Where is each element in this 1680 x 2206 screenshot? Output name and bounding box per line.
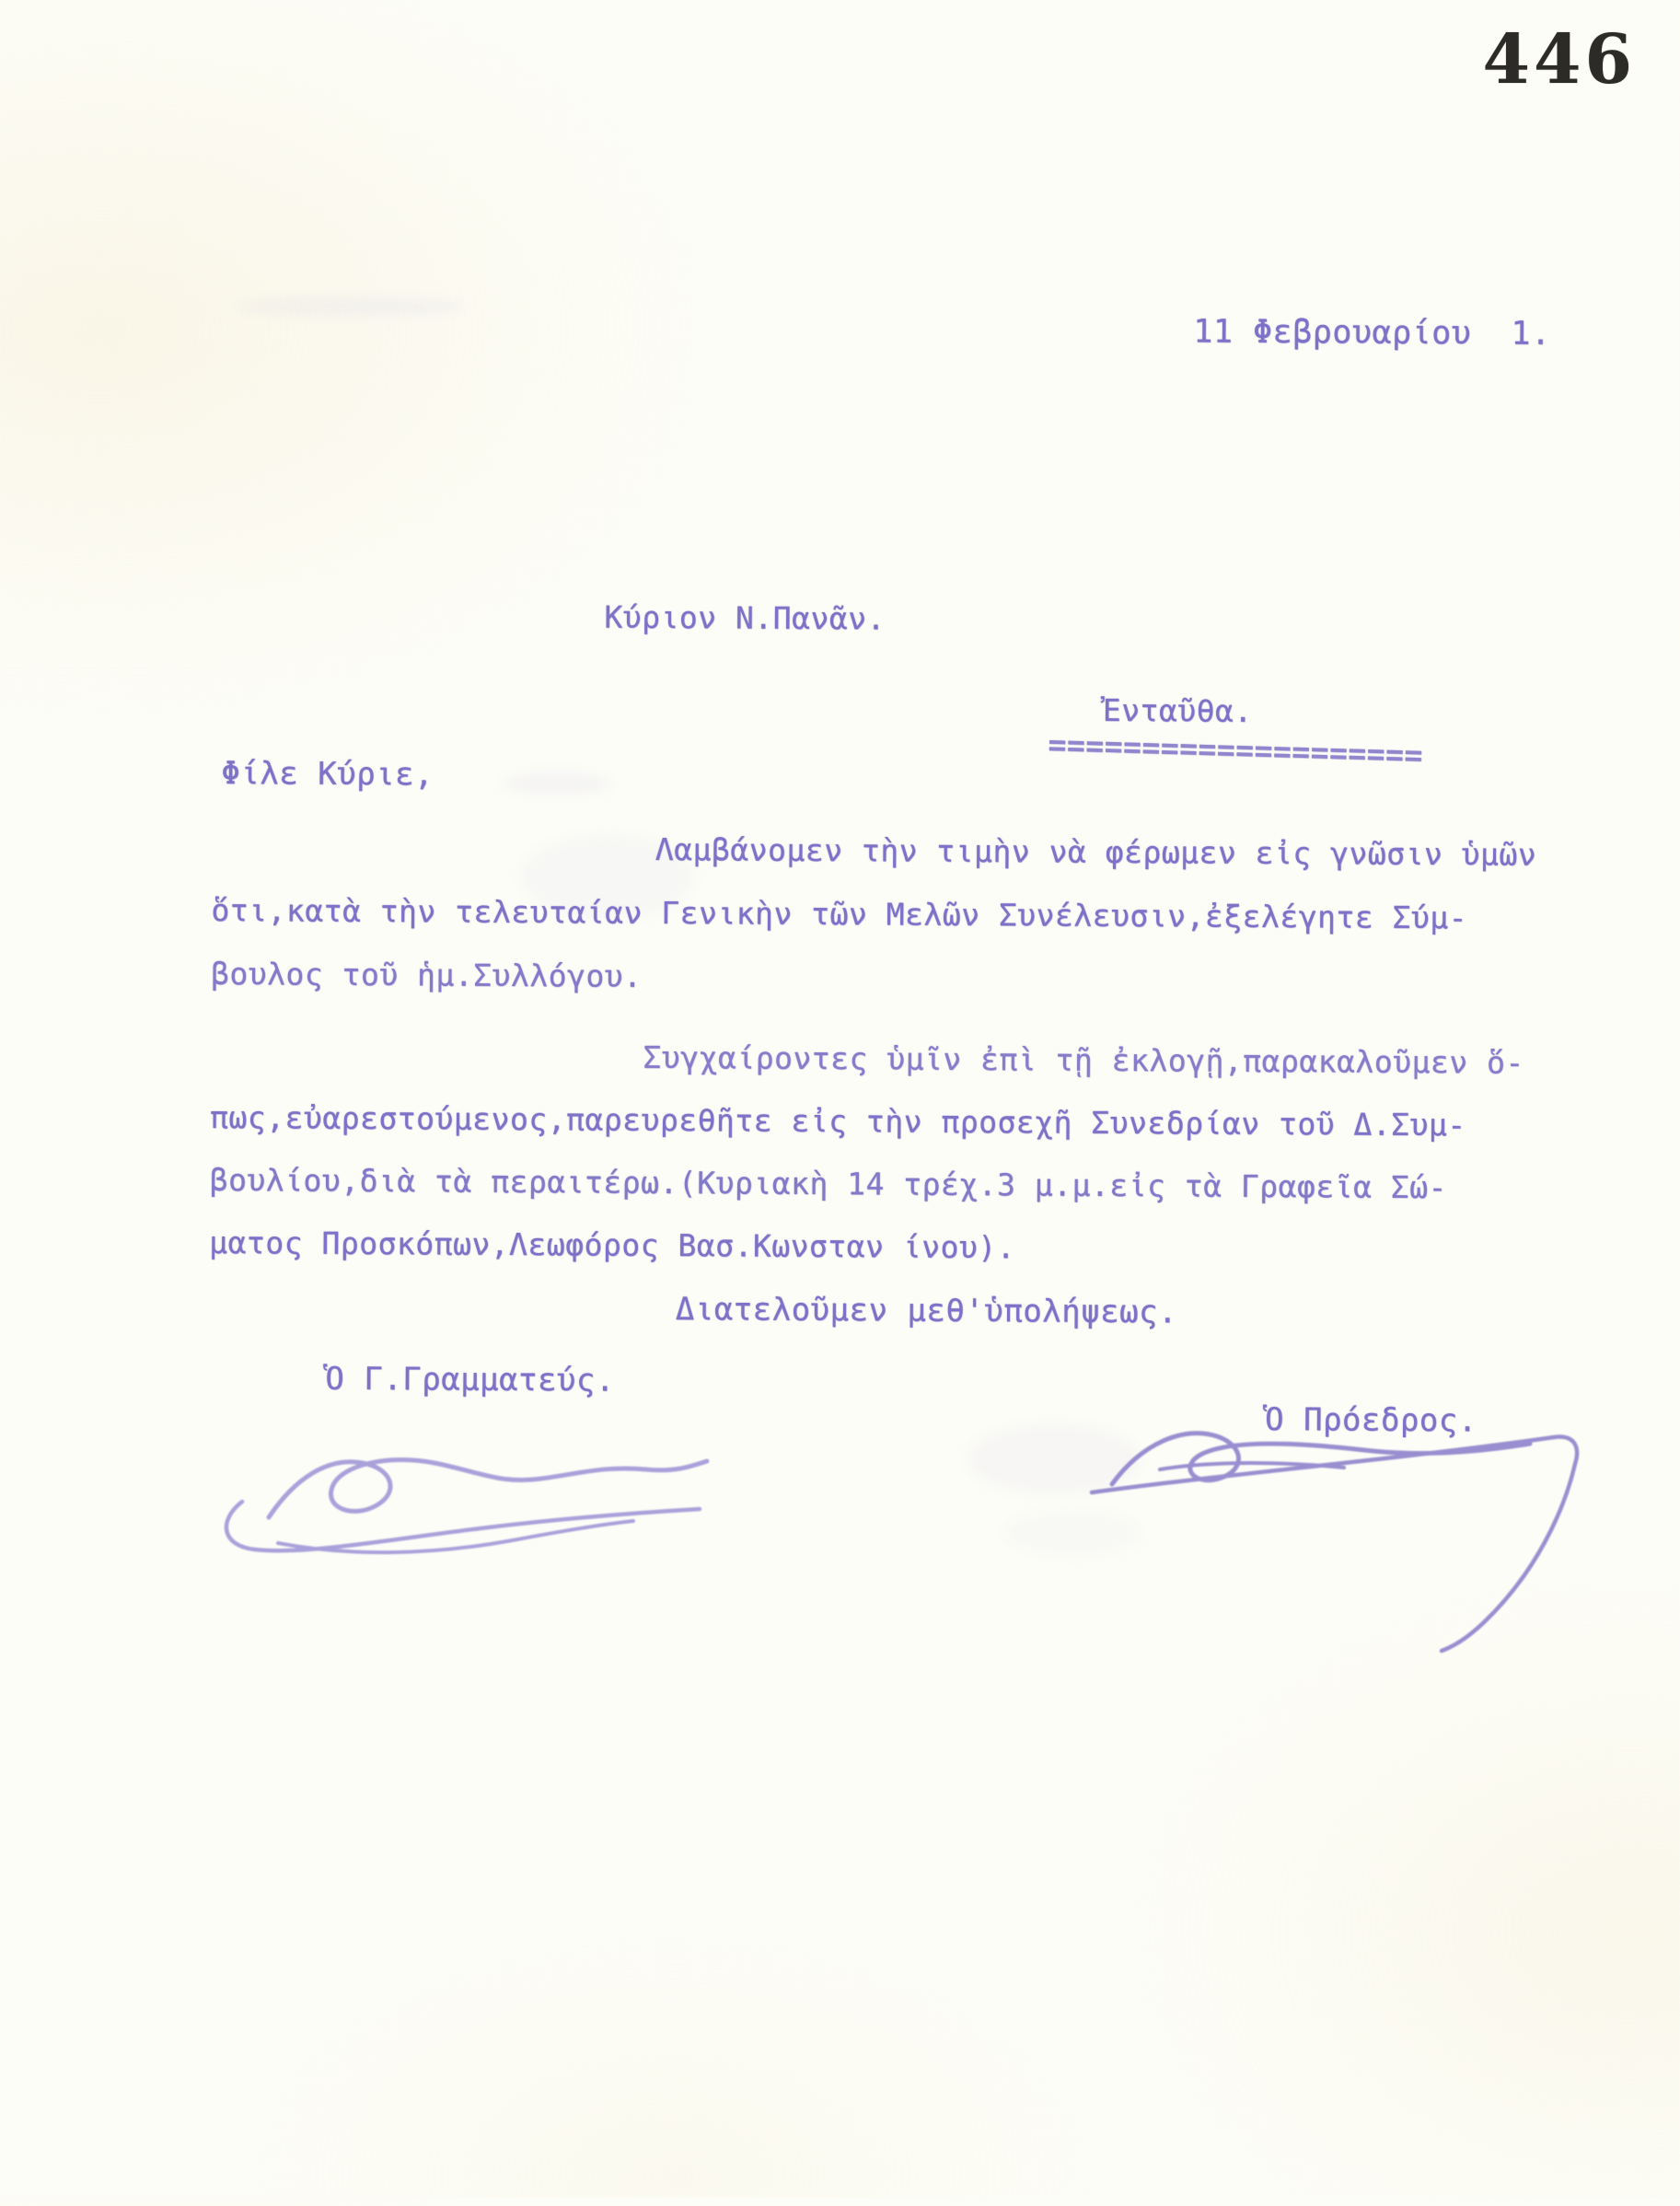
- secretary-label: Ὁ Γ.Γραμματεύς.: [325, 1360, 616, 1399]
- ink-smudge: [235, 296, 465, 317]
- ink-smudge: [1003, 1510, 1141, 1556]
- salutation-line: Φίλε Κύριε,: [221, 755, 434, 794]
- body-line: Συγχαίροντες ὑμῖν ἐπὶ τῇ ἐκλογῇ,παρακαλοῦμεν ὅ-: [643, 1039, 1524, 1081]
- place-line: Ἐνταῦθα.: [1102, 691, 1253, 729]
- ink-smudge: [520, 833, 695, 921]
- recipient-line: Κύριον Ν.Πανᾶν.: [604, 598, 886, 637]
- body-line: ὅτι,κατὰ τὴν τελευταίαν Γενικὴν τῶν Μελῶν Συνέλευσιν,ἐξελέγητε Σύμ-: [211, 891, 1468, 936]
- president-label: Ὁ Πρόεδρος.: [1264, 1401, 1477, 1440]
- president-signature-icon: [1092, 1434, 1577, 1651]
- date-line: 11 Φεβρουαρίου 1.: [1193, 313, 1551, 353]
- body-line: Λαμβάνομεν τὴν τιμὴν νὰ φέρωμεν εἰς γνῶσιν ὑμῶν: [655, 830, 1537, 873]
- ink-smudge: [967, 1422, 1141, 1496]
- secretary-signature-icon: [226, 1459, 707, 1552]
- body-line: βουλος τοῦ ἡμ.Συλλόγου.: [210, 955, 643, 994]
- place-underline-rule: ====================: [1048, 726, 1424, 773]
- body-line: βουλίου,διὰ τὰ περαιτέρω.(Κυριακὴ 14 τρέχ.3 μ.μ.εἰς τὰ Γραφεῖα Σώ-: [209, 1161, 1448, 1206]
- closing-line: Διατελοῦμεν μεθ'ὑπολήψεως.: [675, 1291, 1178, 1331]
- body-line: ματος Προσκόπων,Λεωφόρος Βασ.Κωνσταν ίνου).: [209, 1224, 1016, 1266]
- ink-smudge: [502, 772, 612, 795]
- page-number: 446: [1482, 20, 1636, 99]
- body-line: πως,εὐαρεστούμενος,παρευρεθῆτε εἰς τὴν προσεχῆ Συνεδρίαν τοῦ Δ.Συμ-: [209, 1098, 1466, 1144]
